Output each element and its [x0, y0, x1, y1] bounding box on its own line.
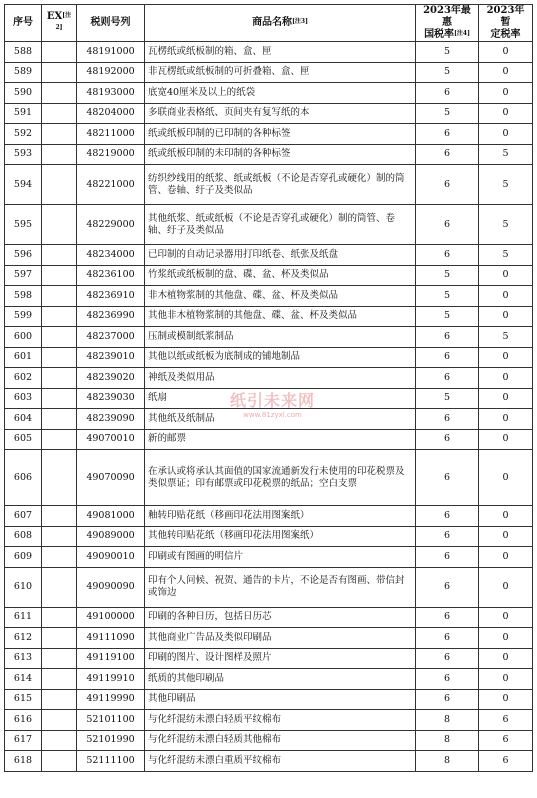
cell-name: 非木植物浆制的其他盘、碟、盆、杯及类似品: [145, 286, 416, 307]
cell-ex: [42, 245, 77, 266]
cell-seq: 610: [5, 567, 42, 607]
cell-mfn-rate: 6: [416, 368, 479, 389]
watermark-url: www.81zyxl.com: [243, 411, 302, 419]
cell-ex: [42, 450, 77, 506]
cell-provisional-rate: 0: [479, 388, 533, 409]
cell-name: 已印制的自动记录器用打印纸卷、纸张及纸盘: [145, 245, 416, 266]
table-row: [5, 526, 533, 547]
cell-code: 48204000: [77, 103, 145, 124]
header-seq: 序号: [5, 5, 42, 42]
cell-seq: 602: [5, 368, 42, 389]
cell-name: 纸扇: [145, 388, 416, 409]
cell-code: 52101100: [77, 710, 145, 731]
table-row: [5, 547, 533, 568]
cell-provisional-rate: 0: [479, 347, 533, 368]
cell-ex: [42, 567, 77, 607]
table-row: [5, 648, 533, 669]
cell-provisional-rate: 5: [479, 245, 533, 266]
cell-name: 在承认或将承认其面值的国家流通新发行未使用的印花税票及类似票证；印有邮票或印花税票的纸品；空白支票: [145, 450, 416, 506]
cell-code: 48211000: [77, 124, 145, 145]
table-body: [5, 42, 533, 772]
cell-seq: 592: [5, 124, 42, 145]
cell-code: 49070010: [77, 429, 145, 450]
cell-code: 49119990: [77, 689, 145, 710]
cell-mfn-rate: 6: [416, 165, 479, 205]
cell-code: 48239010: [77, 347, 145, 368]
cell-ex: [42, 42, 77, 63]
cell-code: 48237000: [77, 327, 145, 348]
cell-seq: 588: [5, 42, 42, 63]
table-row: [5, 607, 533, 628]
cell-name: 纺织纱线用的纸浆、纸或纸板（不论是否穿孔或硬化）制的筒管、卷轴、纡子及类似品: [145, 165, 416, 205]
cell-seq: 594: [5, 165, 42, 205]
cell-name: 新的邮票: [145, 429, 416, 450]
table-row: [5, 205, 533, 245]
cell-provisional-rate: 0: [479, 669, 533, 690]
cell-seq: 593: [5, 144, 42, 165]
cell-code: 49089000: [77, 526, 145, 547]
header-mfn-rate: 2023年最惠 国税率[注4]: [416, 5, 479, 42]
tariff-table: [4, 4, 533, 772]
cell-provisional-rate: 5: [479, 144, 533, 165]
cell-seq: 618: [5, 751, 42, 772]
cell-name: 压制或模制纸浆制品: [145, 327, 416, 348]
cell-code: 48236990: [77, 306, 145, 327]
cell-ex: [42, 547, 77, 568]
cell-mfn-rate: 6: [416, 628, 479, 649]
cell-provisional-rate: 0: [479, 689, 533, 710]
cell-provisional-rate: 0: [479, 547, 533, 568]
cell-code: 48239030: [77, 388, 145, 409]
cell-code: 49070090: [77, 450, 145, 506]
table-row: [5, 347, 533, 368]
cell-seq: 591: [5, 103, 42, 124]
cell-seq: 596: [5, 245, 42, 266]
cell-provisional-rate: 6: [479, 730, 533, 751]
cell-ex: [42, 506, 77, 527]
cell-provisional-rate: 0: [479, 103, 533, 124]
cell-seq: 604: [5, 409, 42, 430]
cell-mfn-rate: 6: [416, 567, 479, 607]
cell-mfn-rate: 6: [416, 429, 479, 450]
cell-seq: 603: [5, 388, 42, 409]
cell-code: 48221000: [77, 165, 145, 205]
header-code: 税则号列: [77, 5, 145, 42]
cell-provisional-rate: 0: [479, 567, 533, 607]
cell-mfn-rate: 6: [416, 506, 479, 527]
cell-seq: 599: [5, 306, 42, 327]
cell-code: 48236910: [77, 286, 145, 307]
cell-mfn-rate: 6: [416, 347, 479, 368]
cell-code: 49100000: [77, 607, 145, 628]
cell-provisional-rate: 0: [479, 450, 533, 506]
cell-seq: 617: [5, 730, 42, 751]
cell-ex: [42, 124, 77, 145]
cell-code: 48193000: [77, 83, 145, 104]
cell-ex: [42, 429, 77, 450]
cell-provisional-rate: 0: [479, 62, 533, 83]
header-name: 商品名称[注3]: [145, 5, 416, 42]
cell-seq: 601: [5, 347, 42, 368]
cell-name: 非瓦楞纸或纸板制的可折叠箱、盒、匣: [145, 62, 416, 83]
cell-name: 其他纸及纸制品: [145, 409, 416, 430]
cell-name: 底宽40厘米及以上的纸袋: [145, 83, 416, 104]
cell-name: 釉转印贴花纸（移画印花法用图案纸）: [145, 506, 416, 527]
table-row: [5, 567, 533, 607]
cell-seq: 613: [5, 648, 42, 669]
cell-ex: [42, 103, 77, 124]
cell-code: 49119100: [77, 648, 145, 669]
cell-mfn-rate: 6: [416, 450, 479, 506]
cell-ex: [42, 388, 77, 409]
cell-provisional-rate: 5: [479, 327, 533, 348]
cell-code: 49119910: [77, 669, 145, 690]
cell-ex: [42, 144, 77, 165]
cell-mfn-rate: 5: [416, 42, 479, 63]
cell-provisional-rate: 0: [479, 124, 533, 145]
cell-mfn-rate: 6: [416, 124, 479, 145]
cell-ex: [42, 730, 77, 751]
cell-mfn-rate: 5: [416, 103, 479, 124]
cell-mfn-rate: 6: [416, 327, 479, 348]
table-header-row: [5, 5, 533, 42]
cell-provisional-rate: 0: [479, 506, 533, 527]
cell-seq: 600: [5, 327, 42, 348]
cell-mfn-rate: 6: [416, 83, 479, 104]
cell-seq: 611: [5, 607, 42, 628]
cell-name: 神纸及类似用品: [145, 368, 416, 389]
table-row: [5, 327, 533, 348]
table-row: [5, 265, 533, 286]
cell-provisional-rate: 6: [479, 751, 533, 772]
cell-mfn-rate: 6: [416, 409, 479, 430]
cell-seq: 608: [5, 526, 42, 547]
cell-code: 52101990: [77, 730, 145, 751]
cell-code: 48229000: [77, 205, 145, 245]
cell-name: 纸或纸板印制的已印制的各种标签: [145, 124, 416, 145]
cell-seq: 606: [5, 450, 42, 506]
cell-provisional-rate: 0: [479, 286, 533, 307]
table-row: [5, 42, 533, 63]
cell-ex: [42, 526, 77, 547]
cell-mfn-rate: 6: [416, 205, 479, 245]
cell-mfn-rate: 8: [416, 730, 479, 751]
cell-ex: [42, 83, 77, 104]
cell-code: 52111100: [77, 751, 145, 772]
cell-name: 印有个人问候、祝贺、通告的卡片，不论是否有图画、带信封或饰边: [145, 567, 416, 607]
cell-mfn-rate: 6: [416, 669, 479, 690]
cell-code: 48239090: [77, 409, 145, 430]
cell-provisional-rate: 0: [479, 648, 533, 669]
cell-provisional-rate: 6: [479, 710, 533, 731]
cell-name: 其他印刷品: [145, 689, 416, 710]
table-row: [5, 144, 533, 165]
header-ex-note: [注2]: [55, 12, 72, 31]
table-row: [5, 751, 533, 772]
cell-ex: [42, 62, 77, 83]
cell-ex: [42, 751, 77, 772]
cell-seq: 609: [5, 547, 42, 568]
cell-code: 48236100: [77, 265, 145, 286]
cell-mfn-rate: 6: [416, 607, 479, 628]
cell-ex: [42, 710, 77, 731]
cell-seq: 612: [5, 628, 42, 649]
cell-name: 印刷的图片、设计图样及照片: [145, 648, 416, 669]
table-row: [5, 409, 533, 430]
cell-name: 其他以纸或纸板为底制成的铺地制品: [145, 347, 416, 368]
cell-mfn-rate: 5: [416, 286, 479, 307]
cell-mfn-rate: 6: [416, 144, 479, 165]
cell-mfn-rate: 8: [416, 751, 479, 772]
cell-seq: 598: [5, 286, 42, 307]
cell-provisional-rate: 0: [479, 306, 533, 327]
cell-seq: 616: [5, 710, 42, 731]
cell-seq: 615: [5, 689, 42, 710]
cell-provisional-rate: 5: [479, 165, 533, 205]
cell-ex: [42, 409, 77, 430]
table-row: [5, 62, 533, 83]
cell-seq: 597: [5, 265, 42, 286]
cell-mfn-rate: 5: [416, 62, 479, 83]
table-row: [5, 83, 533, 104]
cell-name: 其他纸浆、纸或纸板（不论是否穿孔或硬化）制的筒管、卷轴、纡子及类似品: [145, 205, 416, 245]
cell-mfn-rate: 5: [416, 388, 479, 409]
cell-code: 49090090: [77, 567, 145, 607]
cell-name: 与化纤混纺未漂白轻质平纹棉布: [145, 710, 416, 731]
header-mfn-note: [注4]: [454, 30, 470, 37]
cell-ex: [42, 368, 77, 389]
cell-name: 竹浆纸或纸板制的盘、碟、盆、杯及类似品: [145, 265, 416, 286]
header-ex: EX[注2]: [42, 5, 77, 42]
cell-mfn-rate: 6: [416, 547, 479, 568]
cell-seq: 614: [5, 669, 42, 690]
cell-name: 印刷或有图画的明信片: [145, 547, 416, 568]
cell-name: 纸质的其他印刷品: [145, 669, 416, 690]
cell-provisional-rate: 0: [479, 83, 533, 104]
cell-mfn-rate: 6: [416, 526, 479, 547]
cell-mfn-rate: 5: [416, 265, 479, 286]
cell-ex: [42, 205, 77, 245]
table-row: [5, 429, 533, 450]
table-row: [5, 165, 533, 205]
cell-name: 其他非木植物浆制的其他盘、碟、盆、杯及类似品: [145, 306, 416, 327]
table-row: [5, 669, 533, 690]
table-row: [5, 368, 533, 389]
cell-ex: [42, 327, 77, 348]
cell-name: 瓦楞纸或纸板制的箱、盒、匣: [145, 42, 416, 63]
table-row: [5, 628, 533, 649]
cell-name: 其他转印贴花纸（移画印花法用图案纸）: [145, 526, 416, 547]
cell-ex: [42, 607, 77, 628]
cell-name: 与化纤混纺未漂白轻质其他棉布: [145, 730, 416, 751]
cell-code: 48192000: [77, 62, 145, 83]
cell-provisional-rate: 0: [479, 42, 533, 63]
cell-code: 48234000: [77, 245, 145, 266]
cell-ex: [42, 165, 77, 205]
table-row: [5, 103, 533, 124]
cell-ex: [42, 306, 77, 327]
cell-seq: 605: [5, 429, 42, 450]
header-provisional-rate: 2023年暂 定税率: [479, 5, 533, 42]
cell-ex: [42, 286, 77, 307]
table-row: [5, 450, 533, 506]
watermark-text: 纸引未来网: [230, 391, 316, 410]
cell-ex: [42, 648, 77, 669]
cell-provisional-rate: 0: [479, 607, 533, 628]
cell-code: 48191000: [77, 42, 145, 63]
table-row: [5, 506, 533, 527]
cell-mfn-rate: 6: [416, 648, 479, 669]
cell-provisional-rate: 0: [479, 368, 533, 389]
cell-code: 49090010: [77, 547, 145, 568]
cell-provisional-rate: 0: [479, 628, 533, 649]
cell-mfn-rate: 5: [416, 306, 479, 327]
cell-seq: 589: [5, 62, 42, 83]
cell-provisional-rate: 0: [479, 409, 533, 430]
table-row: [5, 245, 533, 266]
cell-name: 其他商业广告品及类似印刷品: [145, 628, 416, 649]
cell-seq: 590: [5, 83, 42, 104]
cell-name: 纸或纸板印制的未印制的各种标签: [145, 144, 416, 165]
cell-seq: 607: [5, 506, 42, 527]
cell-ex: [42, 265, 77, 286]
cell-code: 48219000: [77, 144, 145, 165]
cell-name: 印刷的各种日历，包括日历芯: [145, 607, 416, 628]
cell-seq: 595: [5, 205, 42, 245]
cell-code: 49111090: [77, 628, 145, 649]
table-row: [5, 689, 533, 710]
cell-ex: [42, 689, 77, 710]
cell-mfn-rate: 8: [416, 710, 479, 731]
table-row: [5, 306, 533, 327]
cell-provisional-rate: 5: [479, 205, 533, 245]
cell-name: 与化纤混纺未漂白重质平纹棉布: [145, 751, 416, 772]
cell-ex: [42, 669, 77, 690]
header-name-note: [注3]: [292, 18, 308, 25]
table-row: [5, 124, 533, 145]
table-row: [5, 286, 533, 307]
cell-provisional-rate: 0: [479, 526, 533, 547]
table-row: [5, 730, 533, 751]
cell-ex: [42, 628, 77, 649]
table-row: [5, 388, 533, 409]
cell-provisional-rate: 0: [479, 265, 533, 286]
cell-mfn-rate: 6: [416, 689, 479, 710]
cell-ex: [42, 347, 77, 368]
cell-name: 多联商业表格纸、页间夹有复写纸的本: [145, 103, 416, 124]
cell-provisional-rate: 0: [479, 429, 533, 450]
cell-code: 48239020: [77, 368, 145, 389]
cell-mfn-rate: 6: [416, 245, 479, 266]
table-row: [5, 710, 533, 731]
cell-code: 49081000: [77, 506, 145, 527]
